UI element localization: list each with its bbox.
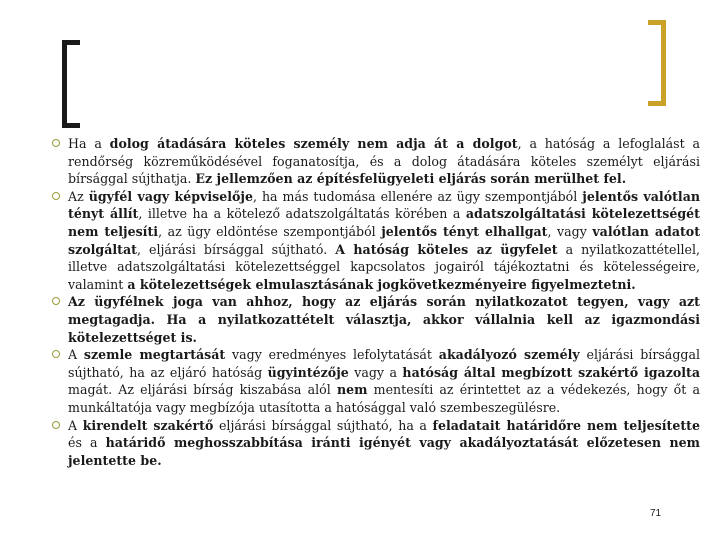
text-segment: , vagy — [547, 223, 593, 239]
text-segment: A — [68, 347, 84, 363]
list-item — [52, 188, 700, 294]
bold-text-segment: dolog átadására köteles személy nem adja át a dolgot — [109, 136, 518, 151]
circle-bullet-icon — [52, 192, 60, 200]
text-segment: , eljárási bírsággal sújtható. — [136, 241, 336, 257]
bold-text-segment: ügyintézője — [267, 364, 349, 380]
bold-text-segment: valótlan adatot szolgáltat — [68, 223, 701, 257]
bold-text-segment: a kötelezettségek elmulasztásának jogkövetkezményeire figyelmeztetni. — [127, 276, 636, 292]
text-segment: a nyilatkozattétellel, illetve adatszolgáltatási kötelezettséggel kapcsolatos jogairól tájékoztatni és kötelességeire, valamint — [68, 241, 700, 292]
circle-bullet-icon — [52, 421, 60, 429]
bold-text-segment: nem — [336, 382, 368, 398]
circle-bullet-icon — [52, 139, 60, 147]
text-segment: Az — [68, 188, 89, 204]
text-segment: , az ügy eldöntése szempontjából — [158, 223, 382, 239]
bullet-list — [52, 135, 700, 469]
circle-bullet-icon — [52, 350, 60, 358]
text-segment: vagy eredményes lefolytatását — [225, 347, 439, 363]
text-segment: eljárási bírsággal sújtható, ha a — [213, 417, 433, 433]
title-bracket-right — [648, 20, 666, 106]
text-segment: magát. Az eljárási bírság kiszabása alól — [68, 382, 337, 398]
text-segment: Ha a — [68, 136, 110, 151]
page-number: 71 — [650, 508, 662, 519]
text-segment: , ha más tudomása ellenére az ügy szempontjából — [252, 188, 583, 204]
bold-text-segment: A hatóság köteles az ügyfelet — [335, 241, 558, 257]
bold-text-segment: Az ügyfélnek joga van ahhoz, hogy az eljárás során nyilatkozatot tegyen, vagy azt megtagadja. Ha a nyilatkozattételt választja, akkor vállalnia kell az igazmondási kötelezettséget is. — [68, 294, 700, 345]
text-segment: mentesíti az érintettet az a védekezés, hogy őt a munkáltatója vagy megbízója utasította a hatósággal való szembeszegülésre. — [68, 382, 700, 415]
text-segment: eljárási bírsággal sújtható, ha az eljáró hatóság — [68, 347, 700, 380]
circle-bullet-icon — [52, 297, 60, 305]
list-item — [52, 417, 700, 470]
bold-text-segment: ügyfél vagy képviselője — [88, 188, 253, 204]
text-segment: vagy a — [348, 364, 403, 380]
title-bracket-left — [62, 40, 80, 128]
bold-text-segment: Ez jellemzően az építésfelügyeleti eljárás során merülhet fel. — [195, 171, 627, 187]
text-segment: A — [68, 417, 83, 433]
bold-text-segment: akadályozó személy — [438, 347, 580, 363]
bold-text-segment: jelentős tényt elhallgat — [381, 223, 548, 239]
list-item — [52, 293, 700, 346]
text-segment: , a hatóság a lefoglalást a rendőrség közreműködésével foganatosítja, és a dolog átadására köteles személyt eljárási bírsággal sújthatja. — [68, 136, 700, 187]
bold-text-segment: feladatait határidőre nem teljesítette — [432, 417, 700, 433]
bold-text-segment: adatszolgáltatási kötelezettségét nem teljesíti — [68, 206, 700, 239]
bold-text-segment: szemle megtartását — [83, 347, 226, 363]
text-segment: , illetve ha a kötelező adatszolgáltatás körében a — [138, 206, 466, 222]
text-segment: és a — [68, 435, 106, 451]
bold-text-segment: jelentős valótlan tényt állít — [68, 188, 701, 222]
list-item — [52, 135, 700, 188]
bold-text-segment: hatóság által megbízott szakértő igazolta — [402, 364, 701, 380]
bold-text-segment: kirendelt szakértő — [82, 417, 214, 433]
list-item — [52, 346, 700, 416]
bold-text-segment: határidő meghosszabbítása iránti igényét vagy akadályoztatását előzetesen nem jelentette be. — [68, 435, 700, 468]
